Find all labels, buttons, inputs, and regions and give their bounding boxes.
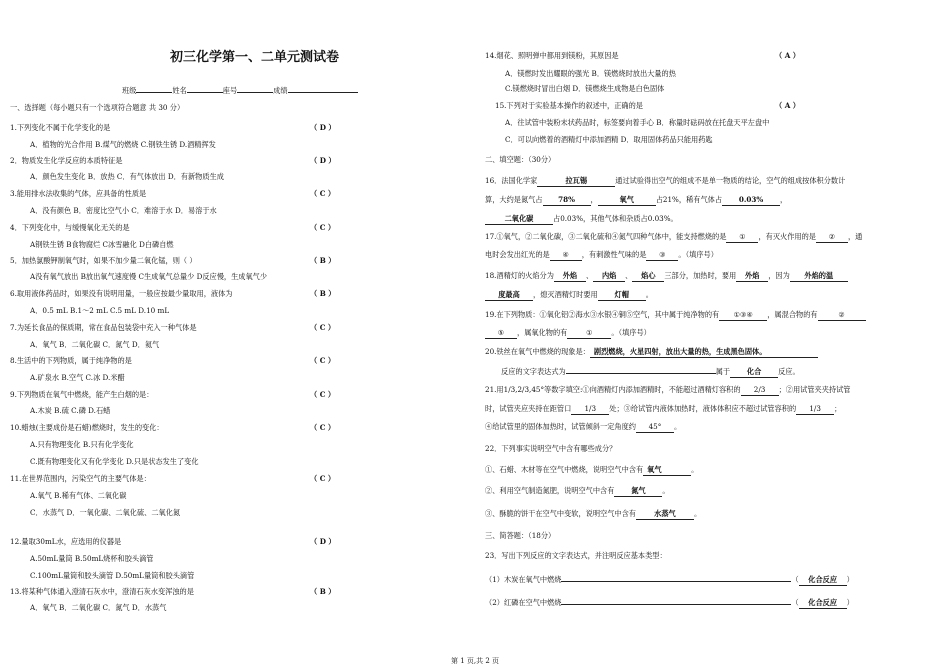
answer-choice: （ C ） <box>310 390 336 399</box>
blank-17-2[interactable]: ② <box>816 232 848 243</box>
name-blank[interactable] <box>187 84 223 93</box>
blank-17-4[interactable]: ③ <box>646 250 678 261</box>
blank-19-1[interactable]: ①③④ <box>719 310 767 321</box>
blank-23-1[interactable] <box>561 573 791 582</box>
question-text: A.50mL量筒 B.50mL烧杯和胶头滴管 <box>30 554 154 563</box>
answer-choice: （ B ） <box>310 289 336 298</box>
question-text: 3.能用排水法收集的气体，应具备的性质是 <box>10 189 147 198</box>
blank-22-1[interactable]: 氧气 <box>643 465 691 476</box>
question-23-2: （2）红磷在空气中燃烧 （ 化合反应 ） <box>485 598 854 607</box>
question-text: 10.蜡烛(主要成份是石蜡)燃烧时，发生的变化： <box>10 423 164 432</box>
blank-19-3[interactable]: ⑤ <box>485 328 517 339</box>
question-21-line3: ④给试管里的固体加热时，试管倾斜一定角度约 45° 。 <box>485 422 682 431</box>
blank-16-5[interactable]: 二氧化碳 <box>485 214 553 225</box>
question-22-1: ①、石蜡、木材等在空气中燃烧，说明空气中含有 氧气 。 <box>485 465 699 474</box>
blank-20-expression[interactable] <box>566 365 716 374</box>
question-text: A．植物的光合作用 B.煤气的燃烧 C.钢铁生锈 D.酒精挥发 <box>30 140 216 149</box>
question-line <box>30 491 126 501</box>
question-item <box>10 323 197 333</box>
seat-blank[interactable] <box>237 84 273 93</box>
blank-22-3[interactable]: 水蒸气 <box>636 509 694 520</box>
answer-choice: （ B ） <box>310 587 336 596</box>
section-2-heading: 二、填空题：（30分） <box>485 155 556 164</box>
question-line <box>30 508 180 518</box>
blank-23-1-type[interactable]: 化合反应 <box>799 575 847 586</box>
question-18-line2: 度最高 ，熄灭酒精灯时要用 灯帽 。 <box>485 290 653 301</box>
question-line <box>30 306 169 316</box>
question-item <box>10 189 146 199</box>
seat-label: 座号 <box>222 86 238 95</box>
question-item <box>10 156 122 166</box>
question-item <box>10 537 121 547</box>
question-14 <box>485 51 619 61</box>
question-line <box>30 406 110 416</box>
blank-20-1[interactable]: 剧烈燃烧，火星四射，放出大量的热，生成黑色固体。 <box>590 347 818 358</box>
name-label: 姓名 <box>172 86 187 95</box>
blank-17-3[interactable]: ④ <box>550 250 582 261</box>
question-line <box>30 206 217 216</box>
section-3-heading: 三、简答题：（18分） <box>485 531 556 540</box>
answer-choice: （ C ） <box>310 323 336 332</box>
page-title: 初三化学第一、二单元测试卷 <box>170 50 340 65</box>
blank-16-4[interactable]: 0.03% <box>722 195 780 206</box>
blank-18-2[interactable]: 内焰 <box>593 271 625 282</box>
question-line <box>30 603 166 613</box>
blank-23-2-type[interactable]: 化合反应 <box>799 598 847 609</box>
right-column <box>475 0 950 672</box>
question-text: 2．物质发生化学反应的本质特征是 <box>10 156 123 165</box>
question-text: 12.量取30mL水，应选用的仪器是 <box>10 537 122 546</box>
question-20-line1: 20.铁丝在氧气中燃烧的现象是： 剧烈燃烧，火星四射，放出大量的热，生成黑色固体。 <box>485 347 818 358</box>
question-text: 5．加热氯酸钾制氧气时，如果不加少量二氧化锰，则（ ） <box>10 256 197 265</box>
question-text: A．氧气 B．二氧化碳 C．氮气 D．氦气 <box>30 340 160 349</box>
answer-choice: （ C ） <box>310 356 336 365</box>
answer-14: （ A ） <box>775 51 800 60</box>
question-19-line1: 19.在下列物质：①氧化铝②海水③水银④铜⑤空气，其中属于纯净物的有 ①③④ ，属混合物的有 ② <box>485 310 866 321</box>
question-line <box>30 554 153 564</box>
question-line <box>10 103 184 113</box>
question-text: 8.生活中的下列物质，属于纯净物的是 <box>10 356 132 365</box>
class-blank[interactable] <box>136 84 172 93</box>
blank-18-4[interactable]: 外焰 <box>736 271 768 282</box>
question-text: 6.取用液体药品时，如果没有说明用量，一般应按最少量取用，液体为 <box>10 289 233 298</box>
question-item <box>10 256 197 266</box>
question-text: 1.下列变化不属于化学变化的是 <box>10 123 111 132</box>
question-18-line1: 18.酒精灯的火焰分为 外焰 、 内焰 、 焰心 三部分，加热时，要用 外焰 ，因为 外焰的温 <box>485 271 848 282</box>
answer-choice: （ B ） <box>310 256 336 265</box>
question-16-line2: 算，大约是氮气占 78% ， 氧气 占21%，稀有气体占 0.03% ， <box>485 195 788 204</box>
blank-18-7[interactable]: 灯帽 <box>598 290 646 301</box>
blank-22-2[interactable]: 氮气 <box>614 486 662 497</box>
question-text: C．水蒸气 D．一氧化碳、二氧化硫、二氧化氮 <box>30 508 181 517</box>
question-text: A.木炭 B.硫 C.磷 D.石蜡 <box>30 406 111 415</box>
question-text: 14.烟花、照明弹中都用到镁粉，其原因是 <box>485 51 619 60</box>
answer-choice: （ D ） <box>310 156 336 165</box>
question-text: A．颜色发生变化 B．放热 C．有气体放出 D．有新物质生成 <box>30 172 224 181</box>
question-line <box>30 440 134 450</box>
question-text: C.既有物理变化又有化学变化 D.只是状态发生了变化 <box>30 457 199 466</box>
answer-choice: （ C ） <box>310 189 336 198</box>
question-text: A.只有物理变化 B.只有化学变化 <box>30 440 134 449</box>
question-20-line2: 反应的文字表达式为 属于 化合 反应。 <box>501 367 800 376</box>
question-line <box>30 272 267 282</box>
question-16-line1: 16．法国化学家 拉瓦锡 通过试验得出空气的组成不是单一物质的结论，空气的组成按体积分数计 <box>485 176 846 185</box>
question-17-line2: 电时会发出红光的是 ④ ，有刺激性气味的是 ③ 。（填序号） <box>485 250 718 259</box>
question-line <box>30 571 194 581</box>
question-text: 9.下列物质在氧气中燃烧，能产生白烟的是： <box>10 390 154 399</box>
blank-19-4[interactable]: ① <box>567 328 611 339</box>
question-23: 23．写出下列反应的文字表达式，并注明反应基本类型： <box>485 551 667 560</box>
score-blank[interactable] <box>288 84 358 93</box>
question-item <box>10 474 151 484</box>
question-line <box>30 240 174 250</box>
question-23-1: （1）木炭在氧气中燃烧 （ 化合反应 ） <box>485 575 854 584</box>
blank-18-5[interactable]: 外焰的温 <box>790 271 848 282</box>
blank-21-3[interactable]: 1/3 <box>796 404 834 415</box>
question-text: 一、选择题（每小题只有一个选项符合题意 共 30 分） <box>10 103 185 112</box>
question-text: 7.为延长食品的保质期，常在食品包装袋中充入一种气体是 <box>10 323 197 332</box>
question-text: A钢铁生锈 B食物腐烂 C冰雪融化 D白磷自燃 <box>30 240 174 249</box>
answer-choice: （ D ） <box>310 537 336 546</box>
blank-16-1[interactable]: 拉瓦锡 <box>537 176 615 187</box>
answer-15: （ A ） <box>775 101 800 110</box>
question-item <box>10 587 194 597</box>
class-label: 班级 <box>122 86 137 95</box>
answer-choice: （ C ） <box>310 223 336 232</box>
blank-21-4[interactable]: 45° <box>636 422 674 433</box>
options-15-ab: A．往试管中装粉末状药品时，标签要向着手心 B．称量时砝码放在托盘天平左盘中 <box>505 118 770 127</box>
question-15: 15.下列对于实验基本操作的叙述中，正确的是 <box>495 101 643 110</box>
question-text: A．0.5 mL B.1～2 mL C.5 mL D.10 mL <box>30 306 170 315</box>
question-item <box>10 356 132 366</box>
blank-23-2[interactable] <box>561 596 791 605</box>
blank-20-2[interactable]: 化合 <box>730 367 778 378</box>
question-item <box>10 123 110 133</box>
question-16-line3: 二氧化碳 占0.03%，其他气体和杂质占0.03%。 <box>485 214 678 225</box>
answer-choice: （ C ） <box>310 474 336 483</box>
options-14-cd: C.镁燃烧时冒出白烟 D．镁燃烧生成物是白色固体 <box>505 84 665 93</box>
blank-19-2[interactable]: ② <box>818 310 866 321</box>
question-text: A.氧气 B.稀有气体、二氧化碳 <box>30 491 127 500</box>
question-line <box>30 457 199 467</box>
question-17-line1: 17.①氧气，②二氧化碳，③二氧化硫和④氮气四种气体中，能支持燃烧的是 ① ，有灭火作用的是 ② ，通 <box>485 232 863 241</box>
question-text: C.100mL量筒和胶头滴管 D.50mL量筒和胶头滴管 <box>30 571 195 580</box>
blank-18-3[interactable]: 焰心 <box>632 271 664 282</box>
question-item <box>10 423 164 433</box>
question-22: 22．下列事实说明空气中含有哪些成分？ <box>485 444 617 453</box>
answer-choice: （ D ） <box>310 123 336 132</box>
question-19-line2: ⑤ ，属氧化物的有 ① 。（填序号） <box>485 328 651 339</box>
question-line <box>30 340 159 350</box>
question-text: 11.在世界范围内，污染空气的主要气体是： <box>10 474 151 483</box>
blank-21-1[interactable]: 2/3 <box>741 385 779 396</box>
question-item <box>10 223 130 233</box>
question-text: A没有氧气放出 B放出氧气速度慢 C生成氧气总量少 D反应慢，生成氧气少 <box>30 272 268 281</box>
question-line <box>30 373 125 383</box>
question-21-line2: 时，试管夹应夹持在距管口 1/3 处；③给试管内液体加热时，液体体积应不超过试管容积的 1/3 ； <box>485 404 842 413</box>
answer-choice: （ C ） <box>310 423 336 432</box>
page-footer: 第 1 页,共 2 页 <box>450 657 500 665</box>
question-text: 13.将某种气体通入澄清石灰水中，澄清石灰水变浑浊的是 <box>10 587 194 596</box>
blank-16-2[interactable]: 78% <box>543 195 591 206</box>
options-15-cd: C．可以向燃着的酒精灯中添加酒精 D．取用固体药品只能用药匙 <box>505 135 713 144</box>
options-14-ab: A．镁燃时发出耀眼的强光 B．镁燃烧时放出大量的热 <box>505 69 676 78</box>
blank-17-1[interactable]: ① <box>726 232 758 243</box>
question-22-3: ③、酥脆的饼干在空气中变软，说明空气中含有 水蒸气 。 <box>485 509 702 518</box>
question-item <box>10 289 233 299</box>
question-text: A．氧气 B．二氧化碳 C．氮气 D．水蒸气 <box>30 603 167 612</box>
blank-18-6[interactable]: 度最高 <box>485 290 533 301</box>
question-line <box>30 140 216 150</box>
question-item <box>10 390 153 400</box>
blank-18-1[interactable]: 外焰 <box>554 271 586 282</box>
student-info-line <box>122 84 358 96</box>
blank-21-2[interactable]: 1/3 <box>571 404 609 415</box>
question-text: 4．下列变化中，与缓慢氧化无关的是 <box>10 223 130 232</box>
question-text: A.矿泉水 B.空气 C.冰 D.米醋 <box>30 373 125 382</box>
blank-16-3[interactable]: 氧气 <box>598 195 656 206</box>
score-label: 成绩 <box>273 86 288 95</box>
question-line <box>30 172 224 182</box>
question-21-line1: 21.用1/3,2/3,45°等数字填空:①向酒精灯内添加酒精时，不能超过酒精灯容积的 2/3 ；②用试管夹夹持试管 <box>485 385 851 394</box>
question-text: A．没有颜色 B．密度比空气小 C．难溶于水 D．易溶于水 <box>30 206 217 215</box>
question-22-2: ②、利用空气制造氮肥，说明空气中含有 氮气 。 <box>485 486 670 495</box>
